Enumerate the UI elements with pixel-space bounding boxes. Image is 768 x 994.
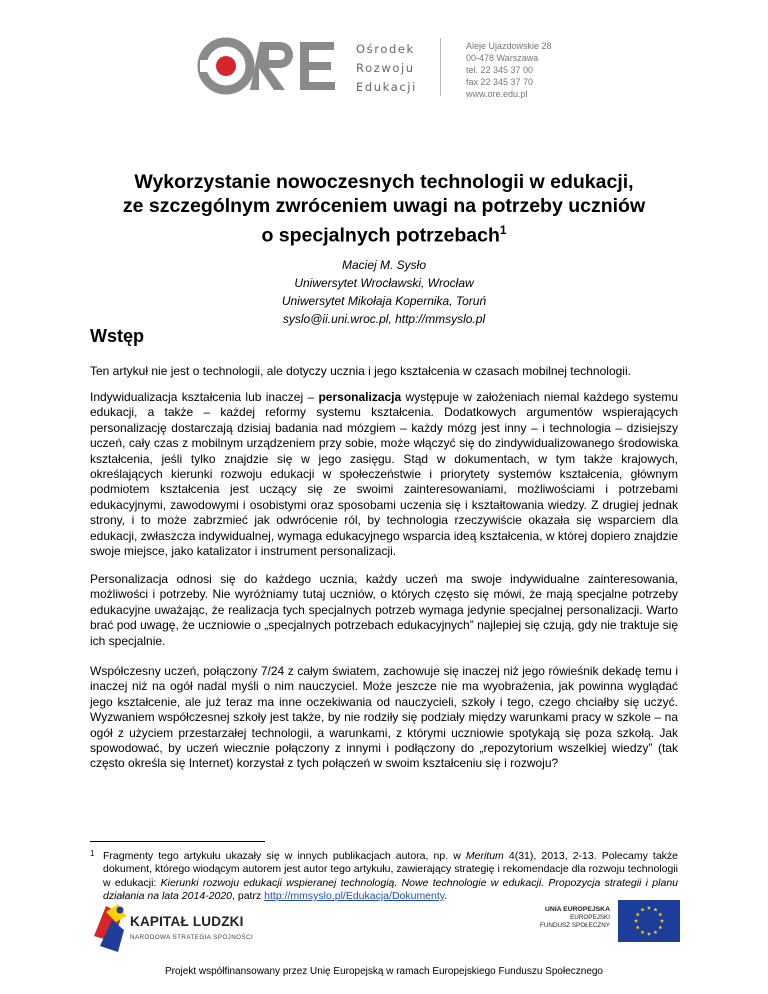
cofinancing-statement: Projekt współfinansowany przez Unię Europejską w ramach Europejskiego Funduszu Społecznego bbox=[164, 966, 603, 977]
personalizacja-term: personalizacja bbox=[318, 390, 402, 404]
paragraph-4: Współczesny uczeń, połączony 7/24 z całym światem, zachowuje się inaczej niż jego rówieśnik dekadę temu i inaczej niż na ogół nadal myśli o nim nauczyciel. Może jeszcze nie ma wyobrażenia, jak powinna wyglądać jego kształcenie, ale już teraz ma inne oczekiwania od nauczycieli, szkoły i tego, czego chciałby się uczyć. Wyzwaniem współczesnej szkoły jest także, by nie rodziły się podziały między warunkami pracy w szkole – na ogół z użyciem przestarzałej technologii, a warunkami, z którymi uczniowie spotykają się poza szkołą. Jak spowodować, by uczeń wiecznie połączony z innymi i podłączony do „repozytorium wszelkiej wiedzy” (tak często określa się Internet) korzystał z tych połączeń w swoim kształceniu się i rozwoju? bbox=[90, 664, 678, 771]
paragraph-1: Ten artykuł nie jest o technologii, ale dotyczy ucznia i jego kształcenia w czasach mobilnej technologii. bbox=[90, 364, 631, 378]
footnote-number: 1 bbox=[90, 849, 95, 858]
kapital-ludzki-subtitle: NARODOWA STRATEGIA SPÓJNOŚCI bbox=[130, 934, 254, 941]
footnote: 1 Fragmenty tego artykułu ukazały się w innych publikacjach autora, np. w Meritum 4(31), 2013, 2-13. Polecamy także dokument, którego wiodącym autorem jest autor tego artykułu, zawierający strategię i rekomendacje dla rozwoju technologii w edukacji: Kierunki rozwoju edukacji wspieranej technologią. Nowe technologie w edukacji. Propozycja strategii i planu działania na lata 2014-2020, patrz http://mmsyslo.pl/Edukacja/Dokumenty. bbox=[90, 849, 679, 902]
author-affiliation-2: Uniwersytet Mikołaja Kopernika, Toruń bbox=[281, 294, 487, 308]
footnote-separator bbox=[90, 841, 265, 842]
author-contact: syslo@ii.uni.wroc.pl, http://mmsyslo.pl bbox=[282, 312, 486, 326]
document-title bbox=[60, 170, 708, 248]
title-footnote-mark: 1 bbox=[499, 223, 507, 237]
kapital-ludzki-title: KAPITAŁ LUDZKI bbox=[130, 914, 244, 929]
ore-address: Aleje Ujazdowskie 28 00-478 Warszawa tel. 22 345 37 00 fax 22 345 37 70 www.ore.edu.pl bbox=[466, 41, 552, 99]
paragraph-3: Personalizacja odnosi się do każdego ucznia, każdy uczeń ma swoje indywidualne zainteresowania, możliwości i potrzeby. Nie wyróżniamy tutaj uczniów, o których często się mówi, że mają specjalne potrzeby edukacyjne uważając, że realizacja tych specjalnych potrzeb wymaga jedynie specjalnej personalizacji. Warto brać pod uwagę, że uczniowie o „specjalnych potrzebach edukacyjnych” najlepiej się czują, gdy nie traktuje się ich specjalnie. bbox=[90, 572, 678, 648]
paragraph-2: Indywidualizacja kształcenia lub inaczej – personalizacja występuje w założeniach niemal każdego systemu edukacji, a także – każdej reformy systemu kształcenia. Dodatkowych argumentów wspierających personalizację dostarczają dzisiaj badania nad mózgiem – każdy mózg jest inny – i technologia – dzisiejszy uczeń, cały czas z mobilnym urządzeniem przy sobie, może włączyć się do zindywidualizowanego środowiska kształcenia, jeśli tylko znajdzie się w jego zasięgu. Stąd w dokumentach, w tym także krajowych, określających kierunki rozwoju edukacji w społeczeństwie i priorytety systemów kształcenia, głównym podmiotem kształcenia jest uczący się ze swoimi zainteresowaniami, możliwościami i potrzebami edukacyjnymi, zawodowymi i osobistymi oraz sposobami uczenia się i kształtowania wiedzy. Z drugiej jednak strony, i to może zabrzmieć jak odwrócenie ról, by technologia rzeczywiście okazała się wsparciem dla edukacji, zwłaszcza indywidualnej, wymaga edukacyjnego wsparcia ideą kształcenia, w której dopiero znajdzie swoje miejsce, jako katalizator i instrument personalizacji. bbox=[90, 390, 678, 559]
title-line-3: o specjalnych potrzebach$^1$ bbox=[261, 223, 507, 247]
section-heading: Wstęp bbox=[90, 326, 144, 346]
footnote-link[interactable]: http://mmsyslo.pl/Edukacja/Dokumenty bbox=[264, 889, 445, 902]
header-divider bbox=[440, 38, 441, 96]
eu-fund-label: UNIA EUROPEJSKA EUROPEJSKI FUNDUSZ SPOŁECZNY bbox=[540, 906, 610, 929]
author-affiliation-1: Uniwersytet Wrocławski, Wrocław bbox=[294, 276, 474, 290]
author-name: Maciej M. Sysło bbox=[341, 258, 427, 272]
ore-logo bbox=[196, 34, 346, 98]
author-block bbox=[100, 256, 668, 328]
title-line-2: ze szczególnym zwróceniem uwagi na potrzeby uczniów bbox=[122, 195, 646, 217]
ore-organization-name: Ośrodek Rozwoju Edukacji bbox=[356, 42, 417, 94]
eu-flag-icon bbox=[618, 900, 680, 942]
title-line-1: Wykorzystanie nowoczesnych technologii w edukacji, bbox=[134, 171, 634, 193]
